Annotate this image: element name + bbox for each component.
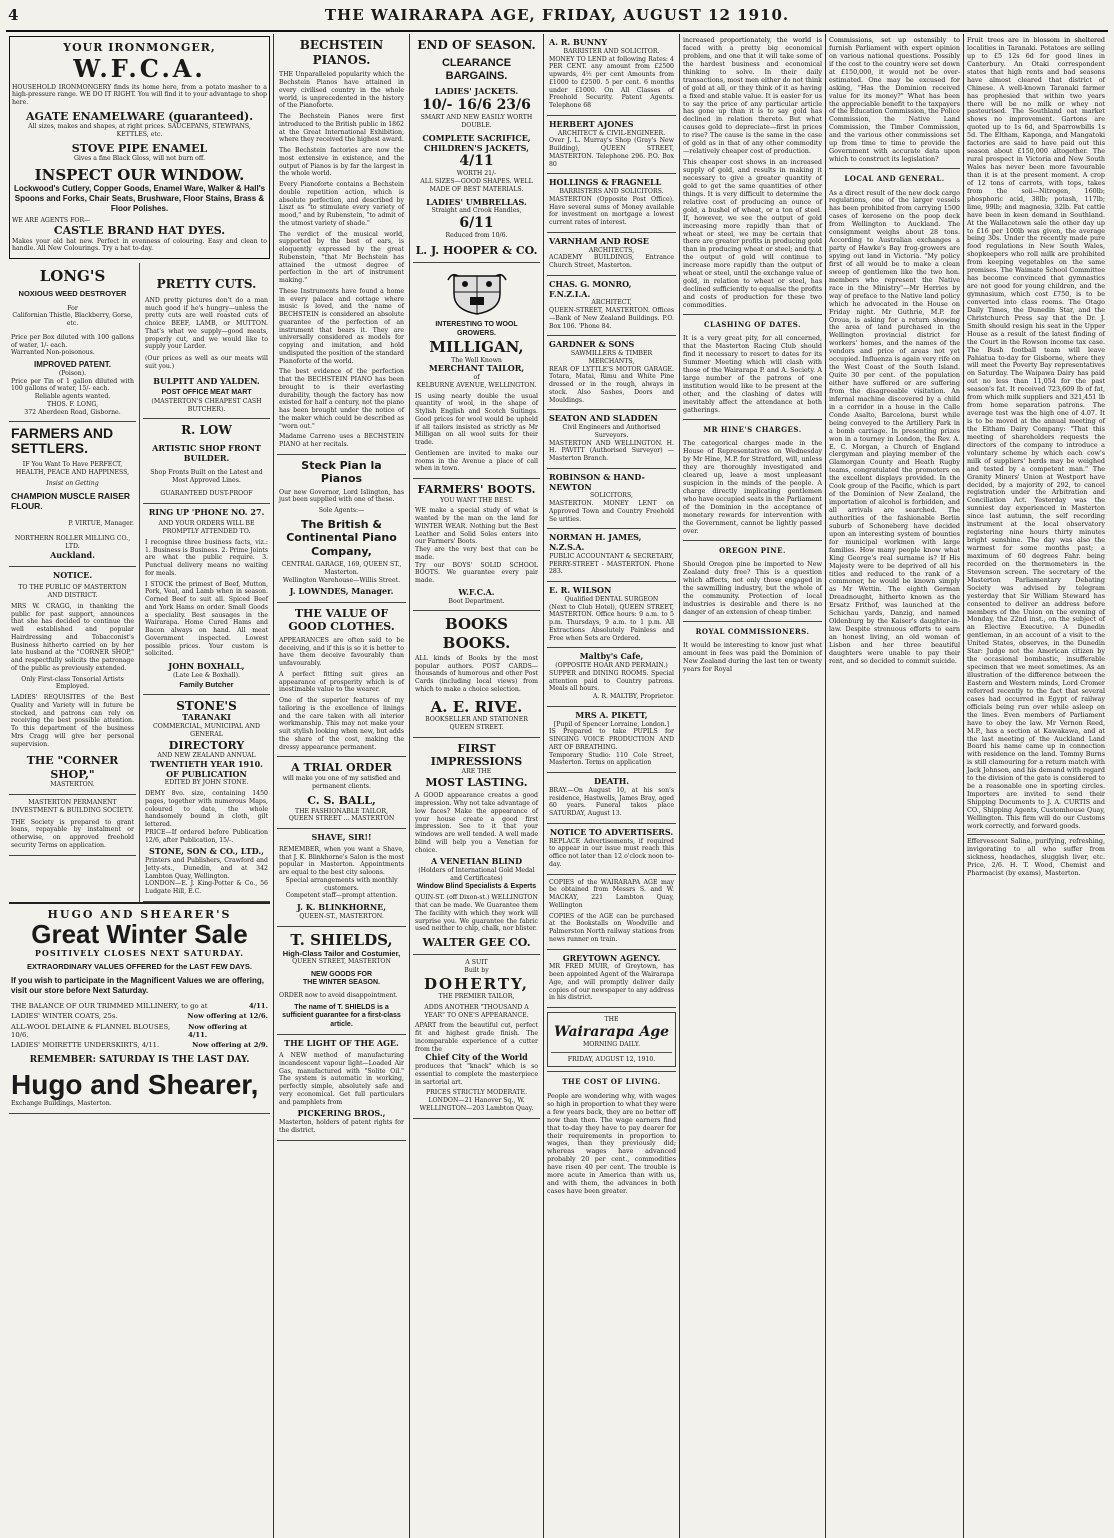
royal-heading: ROYAL COMMISSIONERS. [683,621,822,640]
pretty-cuts-title: PRETTY CUTS. [156,277,257,292]
professional-card: E. R. WILSON Qualified DENTAL SURGEON (Next to Club Hotel), QUEEN STREET, MASTERTON. Office hours: 9 a.m. to 5 p.m. Thursdays, 9 a.m. to 1 p.m. All Extractions Absolutely Painless and Free when Sets are Ordered. [547,582,676,648]
wfca-line2: STOVE PIPE ENAMEL [71,141,208,155]
ball-name: C. S. BALL, [307,794,376,808]
news-paragraphs: Fruit trees are in blossom in sheltered localities in Taranaki. Potatoes are selling up to £5 12s 6d for good lines in Canterbury. An Otaki correspondent states that high rents and bad seasons have almost cleared that district of Chinese. A well-known Taranaki farmer has prophesied that within two years there will be no milk or whey not pasteurised. The Southland oat market shows no improvement. Gartons are quoted up to 1s 6d, and Sparrowbills 1s 5d. The Eltham, Kaponga, and Mangatoki factories are said to have paid out this season about £150,000 altogether. The rural prospect in Victoria and New South Wales has never been more favourable than it is at the present moment. A crop of 12 tons of carrots, with tops, takes from the soil—Nitrogen, 160lb; phosphoric acid, 38lb; potash, 117lb; lime, 99lb; and magnesia, 32lb. Fat cattle have been in keen demand in Southland. At the Wallacetown sale the other day up to £16 per 100lb was given, the average being 30s. Under the recently made pure food regulations in New South Wales, shopkeepers who roll milk are prohibited from keeping vegetables on the same premises. The Waimate School Committee has become convinced that gymnastics are not good for young children, and the gymnasium, which cost £750, is to be converted into class rooms. The Otago Daily Times, the Dunedin Star, and the Christchurch Press say that the Dr. J. Smith should resign his seat in the Upper House as a result of the latest finding of the Court in the Rowson income tax case. The Bush football team will leave Pahiatua to-day for Gisborne, where they will meet the Poverty Bay representatives on Saturday. The Waipawa Dairy has paid out no less than 11,054 for the past season's fat. It received 723,609 lb of fat, from which milk suppliers and 321,451 lb from home separation patrons. The average test was the high one of 4.07. It is to be moved at the annual meeting of the Eltham Dairy Company: "That this meeting of shareholders requests the directors of the company to introduce a voluntary scheme by which each cow's milk of suppliers' herds may be weighed and tested by a competent man." The Granity Miners' Union at Westport have decided, by a majority of 292, to cancel registration under the Arbitration and Conciliation Act. Yesterday was the sunniest day experienced in Masterton since last autumn, the self recording instrument at the local observatory registering nine hours thirty minutes bright sunshine. The day was also the warmest for some months past; a maximum of 60 degrees Fahr. being recorded on the thermometers in the Stevenson screen. The secretary of the Masterton Parliamentary Debating Society was advised by telegram yesterday that Sir William Steward has consented to deliver an address before members of the Union on the evening of Monday, the 22nd inst., on the subject of an Elective Executive. A Dunedin gentleman, in an account of a visit to the United States, observes, in the Dunedin Star: Judge not the American citizen by the occasional bombastic, insufferable specimen that we meet sometimes. As an illustration of the difference between the Eastern and Western minds, Lord Cromer referred recently to the fact that several cases had occurred in Egypt of railway officials being run over while asleep on the lines. Even members of Parliament have to obey the law. Mr Vernon Reed, M.P., has a section at Kawakawa, and at the last meeting of the Auckland Land Board his name came up in connection with residence on the land. Tommy Burns is still clamouring for a return match with Jack Johnson, and his demand with regard to the division of the gate is considered to be a reasonable one in sporting circles. Importers are invited to send their Shipping Documents to J. A. CURTIS and CO., Shipping Agents, Customhouse Quay, Wellington. This firm will do our Customs work correctly, and forward goods. [967,36,1105,830]
professional-card: SEATON AND SLADDEN Civil Engineers and Authorised Surveyors. MASTERTON AND WELLINGTON. H. H. PAVITT (Authorised Surveyor) —Masterton Branch. [547,410,676,469]
hugo-name: Hugo and Shearer, [11,1069,259,1101]
milligan-ad: INTERESTING TO WOOL GROWERS. MILLIGAN, The Well Known MERCHANT TAILOR, of KELBURNE AVENUE, WELLINGTON. IS using nearly double the usual quantity of wool, in the shape of Stylish English and Scotch Suitings. Good prices for wool would be upheld if all tailors insisted as strictly as Mr Milligan on all wool suits for their trade. Gentlemen are invited to make our rooms in the Avenue a place of call when in town. [413,263,540,479]
professional-cards [547,34,676,648]
pickering-ad: THE LIGHT OF THE AGE. A NEW method of manufacturing incandescent vapour light—Loaded Air Gas, manufactured with "Solite Oil." The system is automatic in working, perfectly simple, absolutely safe and very economical. Get full particulars and pamphlets from PICKERING BROS., Masterton, holders of patent rights for the district. [277,1035,406,1140]
books-title: BOOKS BOOKS. [442,615,511,652]
hugo-price-list [11,1001,268,1050]
low-builder-ad: R. LOW ARTISTIC SHOP FRONT BUILDER. Shop Fronts Built on the Latest and Most Approved Lines. GUARANTEED DUST-PROOF [143,419,270,503]
bechstein-ad: BECHSTEIN PIANOS. THE Unparalleled popularity which the Bechstein Pianos have attained in every civilised country in the whole world, is unprecedented in the history of the Pianoforte. The Bechstein Pianos were first introduced to the British public in 1862 at the Great International Exhibition, where they received the highest award. The Bechstein factories are now the most extensive in existence, and the output of Pianos is by far the largest in the whole world. Every Pianoforte contains a Bechstein double repetition action, which is absolute perfection, and described by Liszt as "to stimulate every variety of mood," and by Rubenstein, "to admit of the utmost variety of shade." The verdict of the musical world, supported by the best of ears, is eloquently expressed by the great Rubenstein, "that Mr Bechstein has attained the utmost degree of perfection in the art of instrument making." These Instruments have found a home in every palace and cottage where music is loved, and the name of BECHSTEIN is considered an absolute guarantee of the perfection of an instrument that bears it. They are universally considered as models for copying and imitation, and hold undisputed the position of the standard Pianoforte of the world. The best evidence of the perfection that the BECHSTEIN PIANO has been brought to is their everlasting durability, though the factory has now existed for half a century, not the piano has been brought under the notice of the maker which could be described as "worn out." Madame Carreno uses a BECHSTEIN PIANO at her recitals. [277,34,406,455]
wfca-line2b: Gives a fine Black Gloss, will not burn off. [73,155,206,163]
farmers-product: CHAMPION MUSCLE RAISER FLOUR. [11,491,131,512]
page-masthead [6,6,1108,32]
ringup-title: RING UP 'PHONE NO. 27. [148,506,265,517]
walter-gee-name: WALTER GEE CO. [422,936,531,950]
column-6 [826,34,964,1538]
doherty-name: DOHERTY, [423,974,530,993]
farmers-title: FARMERS AND SETTLERS. [11,425,114,457]
coat-of-arms-icon [446,270,508,316]
hugo-item: ALL-WOOL DELAINE & FLANNEL BLOUSES, 10/6. Now offering at 4/11. [11,1022,248,1039]
steck-ad: Steck Pian la Pianos Our new Governor, Lord Islington, has just been supplied with one of these. Sole Agents:— The British & Continental Piano Company, CENTRAL GARAGE, 169, QUEEN ST., Masterton. Wellington Warehouse—Willis Street. J. LOWNDES, Manager. [277,455,406,603]
stones-name: STONE'S [176,698,237,713]
wfca-line1: AGATE ENAMELWARE (guaranteed). [25,109,254,123]
editorial-text: This cheaper cost shows in an increased supply of gold, and results in making it necessary to give a greater quantity of gold to get the same quantities of other things. It is very difficult to determine the relative cost of producing an ounce of gold, a bushel of wheat, or a ton of steel. If, however, we see the output of gold increasing more rapidly than that of wheat or steel, we may be certain that there are greater profits in producing gold than in producing wheat or steel; and that the output of gold will continue to increase more rapidly than the output of wheat or steel, until the exchange value of gold, in relation to wheat or steel, has declined sufficiently to equalise the profits and costs of production for these two commodities. [683,158,822,309]
hooper-firm: L. J. HOOPER & CO. [415,243,538,257]
column-3 [410,34,544,1538]
permanent-society-ad: MASTERTON PERMANENT INVESTMENT & BUILDING SOCIETY. THE Society is prepared to grant loans, repayable by instalment or otherwise, on approved freehold security Terms on application. [9,795,136,856]
professional-card: HERBERT AJONES ARCHITECT & CIVIL-ENGINEER. Over J. L. Murray's Shop (Gray's New Building), QUEEN STREET, MASTERTON. Telephone 296. P.O. Box 80 [547,116,676,175]
hugo-shearer-ad: HUGO AND SHEARER'S Great Winter Sale POSITIVELY CLOSES NEXT SATURDAY. EXTRAORDINARY VALUES OFFERED for the LAST FEW DAYS. If you wish to participate in the Magnificent Values we are offering, visit our store before Next Saturday. THE BALANCE OF OUR TRIMMED MILLINERY, to go at 4/11. LADIES' WINTER COATS, 25s. Now offering at 12/6. ALL-WOOL DELAINE & FLANNEL BLOUSES, 10/6. Now offering at 4/11. LADIES' MOIRETTE UNDERSKIRTS, 4/11. Now offering at 2/9. REMEMBER: SATURDAY IS THE LAST DAY. Hugo and Shearer, Exchange Buildings, Masterton. [9,902,270,1114]
wfca-agents: WE ARE AGENTS FOR— [12,216,91,224]
steck-title: Steck Pian la Pianos [301,458,382,486]
notice-title: NOTICE. [52,569,93,580]
wfca-dyes: CASTLE BRAND HAT DYES. [53,224,226,238]
professional-card: VARNHAM AND ROSE ARCHITECTS, ACADEMY BUILDINGS, Entrance Church Street, Masterton. [547,233,676,276]
advertisers-notice: NOTICE TO ADVERTISERS. REPLACE Advertisements, if required to appear in our issue must reach this office not later than 12 o'clock noon to-day. [547,824,676,875]
professional-card: GARDNER & SONS SAWMILLERS & TIMBER MERCHANTS, REAR OF LYTTLE'S MOTOR GARAGE. Totara, Matai, Rimu and White Pine dressed or in the rough, always in stock. Also Sashes, Doors and Mouldings. [547,336,676,410]
editorial-text: increased proportionately, the world is faced with a pretty big economical problem, and one that it will take some of the hardest business and economical thinking to solve. In their daily transactions, most men either do not think of gold at all, or they think of it as having a fixed and stable value. It is easier for us to say the price of any particular article has gone up than it is to say gold has declined in relation thereto. But what causes gold to depreciate—first in prices to rise? The cause is the same in the case of gold as in that of any other commodity—relatively cheaper cost of production. [683,36,822,156]
page-number: 4 [8,6,19,24]
longs-name: LONG'S [39,267,106,286]
venetian-blind-ad: FIRST IMPRESSIONS ARE THE MOST LASTING. A GOOD appearance creates a good impression. Why not take advantage of low faces? Make the appearance of your house create a good first impression. See to it that your windows are well tended. A well made blind will help you a Venetian for choice. A VENETIAN BLIND (Holders of International Gold Medal and Certificates) Window Blind Specialists & Experts QUIN-ST. (off Dixon-st.) WELLINGTON that can be made. We Guarantee them The facility with which they work will surprise you. We guarantee the fabric used neither to chip, chalk, nor blister. WALTER GEE CO. [413,738,540,956]
wfca-intro: HOUSEHOLD IRONMONGERY finds its home here, from a potato masher to a high-pressure range. WE DO IT RIGHT. You will find it to your advantage to shop here. [12,83,267,107]
shields-name: T. SHIELDS, [290,930,393,949]
wfca-name: W.F.C.A. [73,54,206,84]
pretty-cuts-ad: PRETTY CUTS. AND pretty pictures don't do a man much good if he's hungry—unless the pretty cuts are well roasted cuts of choice BEEF, LAMB, or MUTTON. That's what we supply—good meats, properly cut, and we would like to supply your Larder. (Our prices as well as our meats will suit you.) BULPITT AND YALDEN. POST OFFICE MEAT MART (MASTERTON'S CHEAPEST CASH BUTCHER). [143,263,270,419]
professional-card: ROBINSON & HAND-NEWTON SOLICITORS, MASTERTON. MONEY LENT on Approved Town and Country Freehold Se urities. [547,469,676,530]
stones-directory-ad: STONE'S TARANAKI COMMERCIAL, MUNICIPAL AND GENERAL DIRECTORY AND NEW ZEALAND ANNUAL TWENTIETH YEAR 1910. OF PUBLICATION EDITED BY JOHN STONE. DEMY 8vo. size, containing 1450 pages, together with numerous Maps, coloured to date, the whole handsomely bound in cloth, gilt lettered. PRICE—If ordered before Publication 12/6, after Publication, 15/-. STONE, SON & CO., LTD., Printers and Publishers, Crawford and Jetty-sts., Dunedin, and at 342 Lambton Quay, Wellington. LONDON—E. J. King-Potter & Co., 56 Ludgate Hill, E.C. [143,695,270,902]
column-5: increased proportionately, the world is faced with a pretty big economical problem, and one that it will take some of the hardest business and economical thinking to solve. In their daily transactions, most men either do not think of gold at all, or they think of it as having a fixed and stable value. It is easier for us to say the price of any particular article has gone up than it is to say gold has declined in relation thereto. But what causes gold to depreciate—first in prices to rise? The cause is the same in the case of gold as in that of any other commodity—relatively cheaper cost of production. This cheaper cost shows in an increased supply of gold, and results in making it necessary to give a greater quantity of gold to get the same quantities of other things. It is very difficult to determine the relative cost of producing an ounce of gold, a bushel of wheat, or a ton of steel. If, however, we see the output of gold increasing more rapidly than that of wheat or steel, we may be certain that there are greater profits in producing gold than in producing wheat or steel; and that the output of gold will continue to increase more rapidly than the output of wheat or steel, until the exchange value of gold, in relation to wheat or steel, has declined sufficiently to equalise the profits and costs of production for these two commodities. CLASHING OF DATES. It is a very great pity, for all concerned, that the Masterton Racing Club should find it necessary to resort to dates for its Summer Meeting which will clash with those of the Wairarapa P. and A. Society. A large number of the patrons of one institution would like to be present at the other, and the clashing of dates will inevitably affect the attendance at both gatherings. MR HINE'S CHARGES. The categorical charges made in the House of Representatives on Wednesday by Mr Hine, M.P. for Stratford, will, unless they are thoroughly investigated and cleared up, leave a most unpleasant suspicion in the minds of the people. A charge directly implicating gentlemen who have occupied seats in the Parliament of the Dominion in the acceptance of monetary rewards for intervention with the Government, cannot be lightly passed over. OREGON PINE. Should Oregon pine be imported to New Zealand duty free? This is a question which affects, not only those engaged in the sawmilling industry, but the whole of the community. Protection of local industries is desirable and there is no danger of an extension of cheap timber. ROYAL COMMISSIONERS. It would be interesting to know just what amount in fees was paid the Dominion of New Zealand during the last ten or twenty years for Royal [680,34,826,1538]
local-general-heading: LOCAL AND GENERAL. [829,168,960,187]
corner-shop-ad: NOTICE. TO THE PUBLIC OF MASTERTON AND DISTRICT. MRS W. CRAGG, in thanking the public for past support, announces that she has decided to continue the well established and popular Hairdressing and Tobacconist's Business hitherto carried on by her late husband at the "CORNER SHOP," and respectfully solicits the patronage of the public as previously extended. Only First-class Tonsorial Artists Employed. LADIES' REQUISITES of the Best Quality and Variety will in future be stocked, and patrons can rely on receiving the best possible attention. To this department of the business Mrs Cragg will give her personal supervision. THE "CORNER SHOP," MASTERTON. [9,567,136,795]
hugo-sale: Great Winter Sale [31,919,248,950]
professional-card: A. R. BUNNY BARRISTER AND SOLICITOR. MONEY TO LEND at following Rates: 4 PER CENT. any amount from £2500 upwards, 4½ per cent Amounts from £1000 to £2500. 5 per cent. 6 months under £1000. On All Classes of Freehold Security. Patent Agents. Telephone 68 [547,34,676,116]
hugo-item: THE BALANCE OF OUR TRIMMED MILLINERY, to go at 4/11. [11,1001,268,1010]
longs-product: NOXIOUS WEED DESTROYER [18,289,127,299]
corner-shop-name: THE "CORNER SHOP," [26,754,119,781]
column-4 [544,34,680,1538]
cost-of-living-heading: THE COST OF LIVING. [547,1071,676,1090]
rive-books-ad: BOOKS BOOKS. ALL kinds of Books by the most popular authors. POST CARDS—thousands of humorous and other Post Cards (including local views) from which to make a choice selection. A. E. RIVE. BOOKSELLER AND STATIONER QUEEN STREET. [413,611,540,737]
good-clothes-title: THE VALUE OF GOOD CLOTHES. [288,607,395,634]
wfca-line1b: All sizes, makes and shapes, at right prices. SAUCEPANS, STEWPANS, KETTLES, etc. [28,123,251,139]
copies-notice: COPIES of the WAIRARAPA AGE may be obtained from Messrs S. and W. MACKAY, 221 Lambton Quay, Wellington COPIES of the AGE can be purchased at the Bookstalls on Woodville and Palmerston North railway stations from news runner on train. [547,875,676,950]
hugo-item: LADIES' MOIRETTE UNDERSKIRTS, 4/11. Now offering at 2/9. [11,1041,268,1050]
bechstein-title: BECHSTEIN PIANOS. [299,38,384,67]
editorial-masthead: THE Wairarapa Age MORNING DAILY. FRIDAY, AUGUST 12, 1910. [547,1012,676,1067]
oregon-heading: OREGON PINE. [683,540,822,559]
blinkhorne-ad: SHAVE, SIR!! REMEMBER, when you want a Shave, that J. K. Blinkhorne's Salon is the most popular in Masterton. Appointments are equal to the best city saloons. Special arrangements with monthly customers. Competent staff—prompt attention. J. K. BLINKHORNE, QUEEN-ST., MASTERTON. [277,829,406,927]
longs-ad: LONG'S NOXIOUS WEED DESTROYER For Californian Thistle, Blackberry, Gorse, etc. Price per Box diluted with 100 gallons of water, 1/- each. Warranted Non-poisonous. IMPROVED PATENT. (Poison). Price per Tin of 1 gallon diluted with 100 gallons of water, 15/- each. Reliable agents wanted. THOS. F. LONG, 372 Aberdeen Road, Gisborne. [9,263,136,422]
column-2 [274,34,410,1538]
wfca-line3b: Lockwood's Cutlery, Copper Goods, Enamel Ware, Walker & Hall's Spoons and Forks, Chair Seats, Brushware, Floor Stains, Brass & Floor Polishes. [13,184,266,213]
maltby-ad: Maltby's Cafe, (OPPOSITE HOAR AND PERMAIN.) SUPPER and DINING ROOMS. Special attention paid to Country patrons. Meals all hours. A. R. MALTBY, Proprietor. [547,648,676,707]
editorial-text: Commissions, set up ostensibly to furnish Parliament with expert opinion on various national questions. Possibly if the cost to the country were set down at £150,000, it would not be over-estimated. One may be excused for asking, "Has the Dominion received value for its money?" What has been the appreciable benefit to the taxpayers of the Education Commission, the Police Commission, the Native Land Commission, the Timber Commission, and the various other commissions set up from time to time to provide the Government with accurate data upon which to construct its legislation? [829,36,960,164]
wfca-ad [9,36,270,259]
col1-split-a [9,263,270,902]
greytown-notice: GREYTOWN AGENCY. MR FRED MUIR, of Greytown, has been appointed Agent of the Wairarapa Age, and will promptly deliver daily copies of our newspaper to any address in his district. [547,950,676,1009]
professional-card: HOLLINGS & FRAGNELL BARRISTERS AND SOLICITORS. MASTERTON (Opposite Post Office). Have several sums of Money available for investment on mortgage a lowest current rates of interest. [547,174,676,233]
clashing-dates-heading: CLASHING OF DATES. [683,314,822,333]
hines-heading: MR HINE'S CHARGES. [683,419,822,438]
hugo-header: HUGO AND SHEARER'S [47,907,232,921]
column-7 [964,34,1108,1538]
paper-name: Wairarapa Age [553,1023,670,1040]
rive-name: A. E. RIVE. [430,697,523,716]
chemist-ad: Effervescent Saline, purifying, refreshing, invigorating to all who suffer from sickness, headaches, sluggish liver, etc. Price, 2/6. H. T. Wood, Chemist and Pharmacist (by exams), Masterton. [967,834,1105,878]
season-title: END OF SEASON. [417,38,536,52]
ball-tailor-ad: A TRIAL ORDER will make you one of my satisfied and permanent clients. C. S. BALL, THE FASHIONABLE TAILOR, QUEEN STREET ... MASTERTON [277,757,406,829]
local-general-body: As a direct result of the new dock cargo regulations, one of the larger vessels has been prohibited from carrying 1500 cases of kerosene on the poop deck from Wellington to Auckland. The consignment weighs about 28 tons. According to Australian exchanges a party of Hawke's Bay frog-growers are spying out land in Victoria. "My policy first of all would be to make a clean sweep of gentlemen like the two hon. members who represent the Native race in the Ministry"—Mr Herries by way of preface to the Native land policy which he advocated in the House on Friday night. Mr Guthrie, M.P. for Oroua, is asking for a return showing the area of land purchased in the Wellington provincial district for workers' homes, and the names of the vendors and price of areas not yet occupied. Influenza is again very rife on the West Coast of the South Island. Quite 30 per cent. of the population either have suffered or are suffering from the disagreeable visitation. An infernal machine discovered by a child in a corridor in a house in the Calle Conde Asalto, Barcelona, burst while being conveyed to the Artillery Park in a bomb carriage. In presenting prizes won in a tourney in London, the Rev. A. E. C. Morgan, a Church of England clergyman and playing member of the Glamorgan County and Heath Rugby teams, congratulated the promoters on the excellent displays provided. In the Cook group of the Pacific, which is part of the Dominion of New Zealand, the importation of alcohol is forbidden, and all arrivals are searched. The authorities of the fashionable Berlin suburb of Schoneberg have decided upon an interesting system of bounties for municipal workmen with large families. How many people know what King George's real surname is? If His Majesty were to be deprived of all his titles and reduced to the rank of a commoner, he would be known simply as Mr Wettin. The eighth German Dreadnought, hitherto known as the Ersatz Frithof, was launched at the Schichau yards, Danzig, and named Oldenburg by the Kaiser's daughter-in-law. Despite strenuous efforts to earn an honest living, an old woman of Lisbon and her three beautiful daughters were unable to pay their rent, and so decided to commit suicide. [829,188,960,665]
hooper-ad: END OF SEASON. CLEARANCE BARGAINS. LADIES' JACKETS. 10/- 16/6 23/6 SMART AND NEW EASILY WORTH DOUBLE. COMPLETE SACRIFICE, CHILDREN'S JACKETS, 4/11 WORTH 21/- ALL SIZES—GOOD SHAPES. WELL MADE OF BEST MATERIALS. LADIES' UMBRELLAS. Straight and Crook Handles, 6/11 Reduced from 10/6. L. J. HOOPER & CO. [413,34,540,263]
death-notice: DEATH. BRAY.—On August 10, at his son's residence, Hastwells, James Bray, aged 60 years. Funeral takes place SATURDAY, August 13. [547,773,676,824]
milligan-name: MILLIGAN, [429,338,524,357]
professional-card: NORMAN H. JAMES, N.Z.S.A. PUBLIC ACCOUNTANT & SECRETARY, PERRY-STREET - MASTERTON. Phone 283. [547,529,676,582]
farmers-boots-title: FARMERS' BOOTS. [417,483,536,497]
page-title: THE WAIRARAPA AGE, FRIDAY, AUGUST 12 1910. [324,6,790,24]
farmers-boots-ad: FARMERS' BOOTS. YOU WANT THE BEST. WE make a special study of what is wanted by the man on the land for WINTER WEAR. Nothing but the Best Leather and Solid Soles enters into our Farmers' Boots. They are the very best that can be made. Try our BOYS' SOLID SCHOOL BOOTS. We guarantee every pair made. W.F.C.A. Boot Department. [413,479,540,611]
wfca-kicker: YOUR IRONMONGER, [63,41,216,54]
farmers-ad: FARMERS AND SETTLERS. IF You Want To Have PERFECT, HEALTH, PEACE AND HAPPINESS, Insist on Getting CHAMPION MUSCLE RAISER FLOUR. P. VIRTUE, Manager. NORTHERN ROLLER MILLING CO., LTD. Auckland. [9,422,136,566]
cost-of-living-body: People are wondering why, with wages so high in proportion to what they were a few years back, they are no better off now than then. The wage earners find that to-day they have to pay dearer for their requirements in proportion to wages, than they previously did; whereas wages have advanced probably 20 per cent., commodities have risen 40 per cent. The trouble is more acute in America than with us, and with them, the advances in both cases have been greater. [547,1091,676,1196]
low-name: R. LOW [181,423,232,438]
boxhall-ad: RING UP 'PHONE NO. 27. AND YOUR ORDERS WILL BE PROMPTLY ATTENDED TO. I recognise three business facts, viz.: 1. Business is Business. 2. Prime Joints are what the public require. 3. Punctual delivery means no waiting for meals. I STOCK the primest of Beef, Mutton, Pork, Veal, and Lamb when in season. Corned Beef to suit all. Spiced Beef and York Hams on order. Small Goods a speciality. Best sausages in the Wairarapa. Home Cured Hams and Bacon always on hand. All meat Government inspected. Lowest possible prices. Your custom is solicited. JOHN BOXHALL, (Late Lee & Boxhall). Family Butcher [143,504,270,695]
pikett-ad: MRS A. PIKETT, [Pupil of Spencer Lorraine, London.] IS Prepared to take PUPILS for SINGING VOICE PRODUCTION AND ART OF BREATHING. Temporary Studio: 110 Cole Street, Masterton. Terms on application [547,707,676,773]
wfca-dyes-b: Makes your old hat new. Perfect in evenness of colouring. Easy and clean to handle. All New Colourings. Try a hat to-day. [12,237,267,253]
professional-card: CHAS. G. MONRO, F.N.Z.I.A. ARCHITECT, QUEEN-STREET, MASTERTON. Offices—Bank of New Zealand Buildings. P.O. Box 106. 'Phone 84. [547,276,676,337]
column-1 [6,34,274,1538]
wfca-line3: INSPECT OUR WINDOW. [34,165,245,184]
shields-ad: T. SHIELDS, High-Class Tailor and Costumier, QUEEN STREET, MASTERTON NEW GOODS FOR THE WINTER SEASON. ORDER now to avoid disappointment. The name of T. SHIELDS is a sufficient guarantee for a first-class article. [277,927,406,1036]
doherty-ad: A SUIT Built by DOHERTY, THE PREMIER TAILOR, ADDS ANOTHER "THOUSAND A YEAR" TO ONE'S APPEARANCE. APART from the beautiful cut, perfect fit and highest grade finish. The incomparable experience of a cutter from the Chief City of the World produces that "knack" which is so essential to complete the masterpiece in sartorial art. PRICES STRICTLY MODERATE. LONDON—21 Hanover Sq., W. WELLINGTON—203 Lambton Quay. [413,955,540,1118]
hugo-item: LADIES' WINTER COATS, 25s. Now offering at 12/6. [11,1012,268,1021]
good-clothes-ad: THE VALUE OF GOOD CLOTHES. APPEARANCES are often said to be deceiving, and if this is so it is better to have them deceive favourably than unfavourably. A perfect fitting suit gives an appearance of prosperity which is of inestimable value to the wearer. One of the superior features of my tailoring is the excellence of linings and the care taken with all interior workmanship. This may not make your suit stylish looking when new, but adds the share of the cost, making the dressy appearance permanent. [277,603,406,757]
